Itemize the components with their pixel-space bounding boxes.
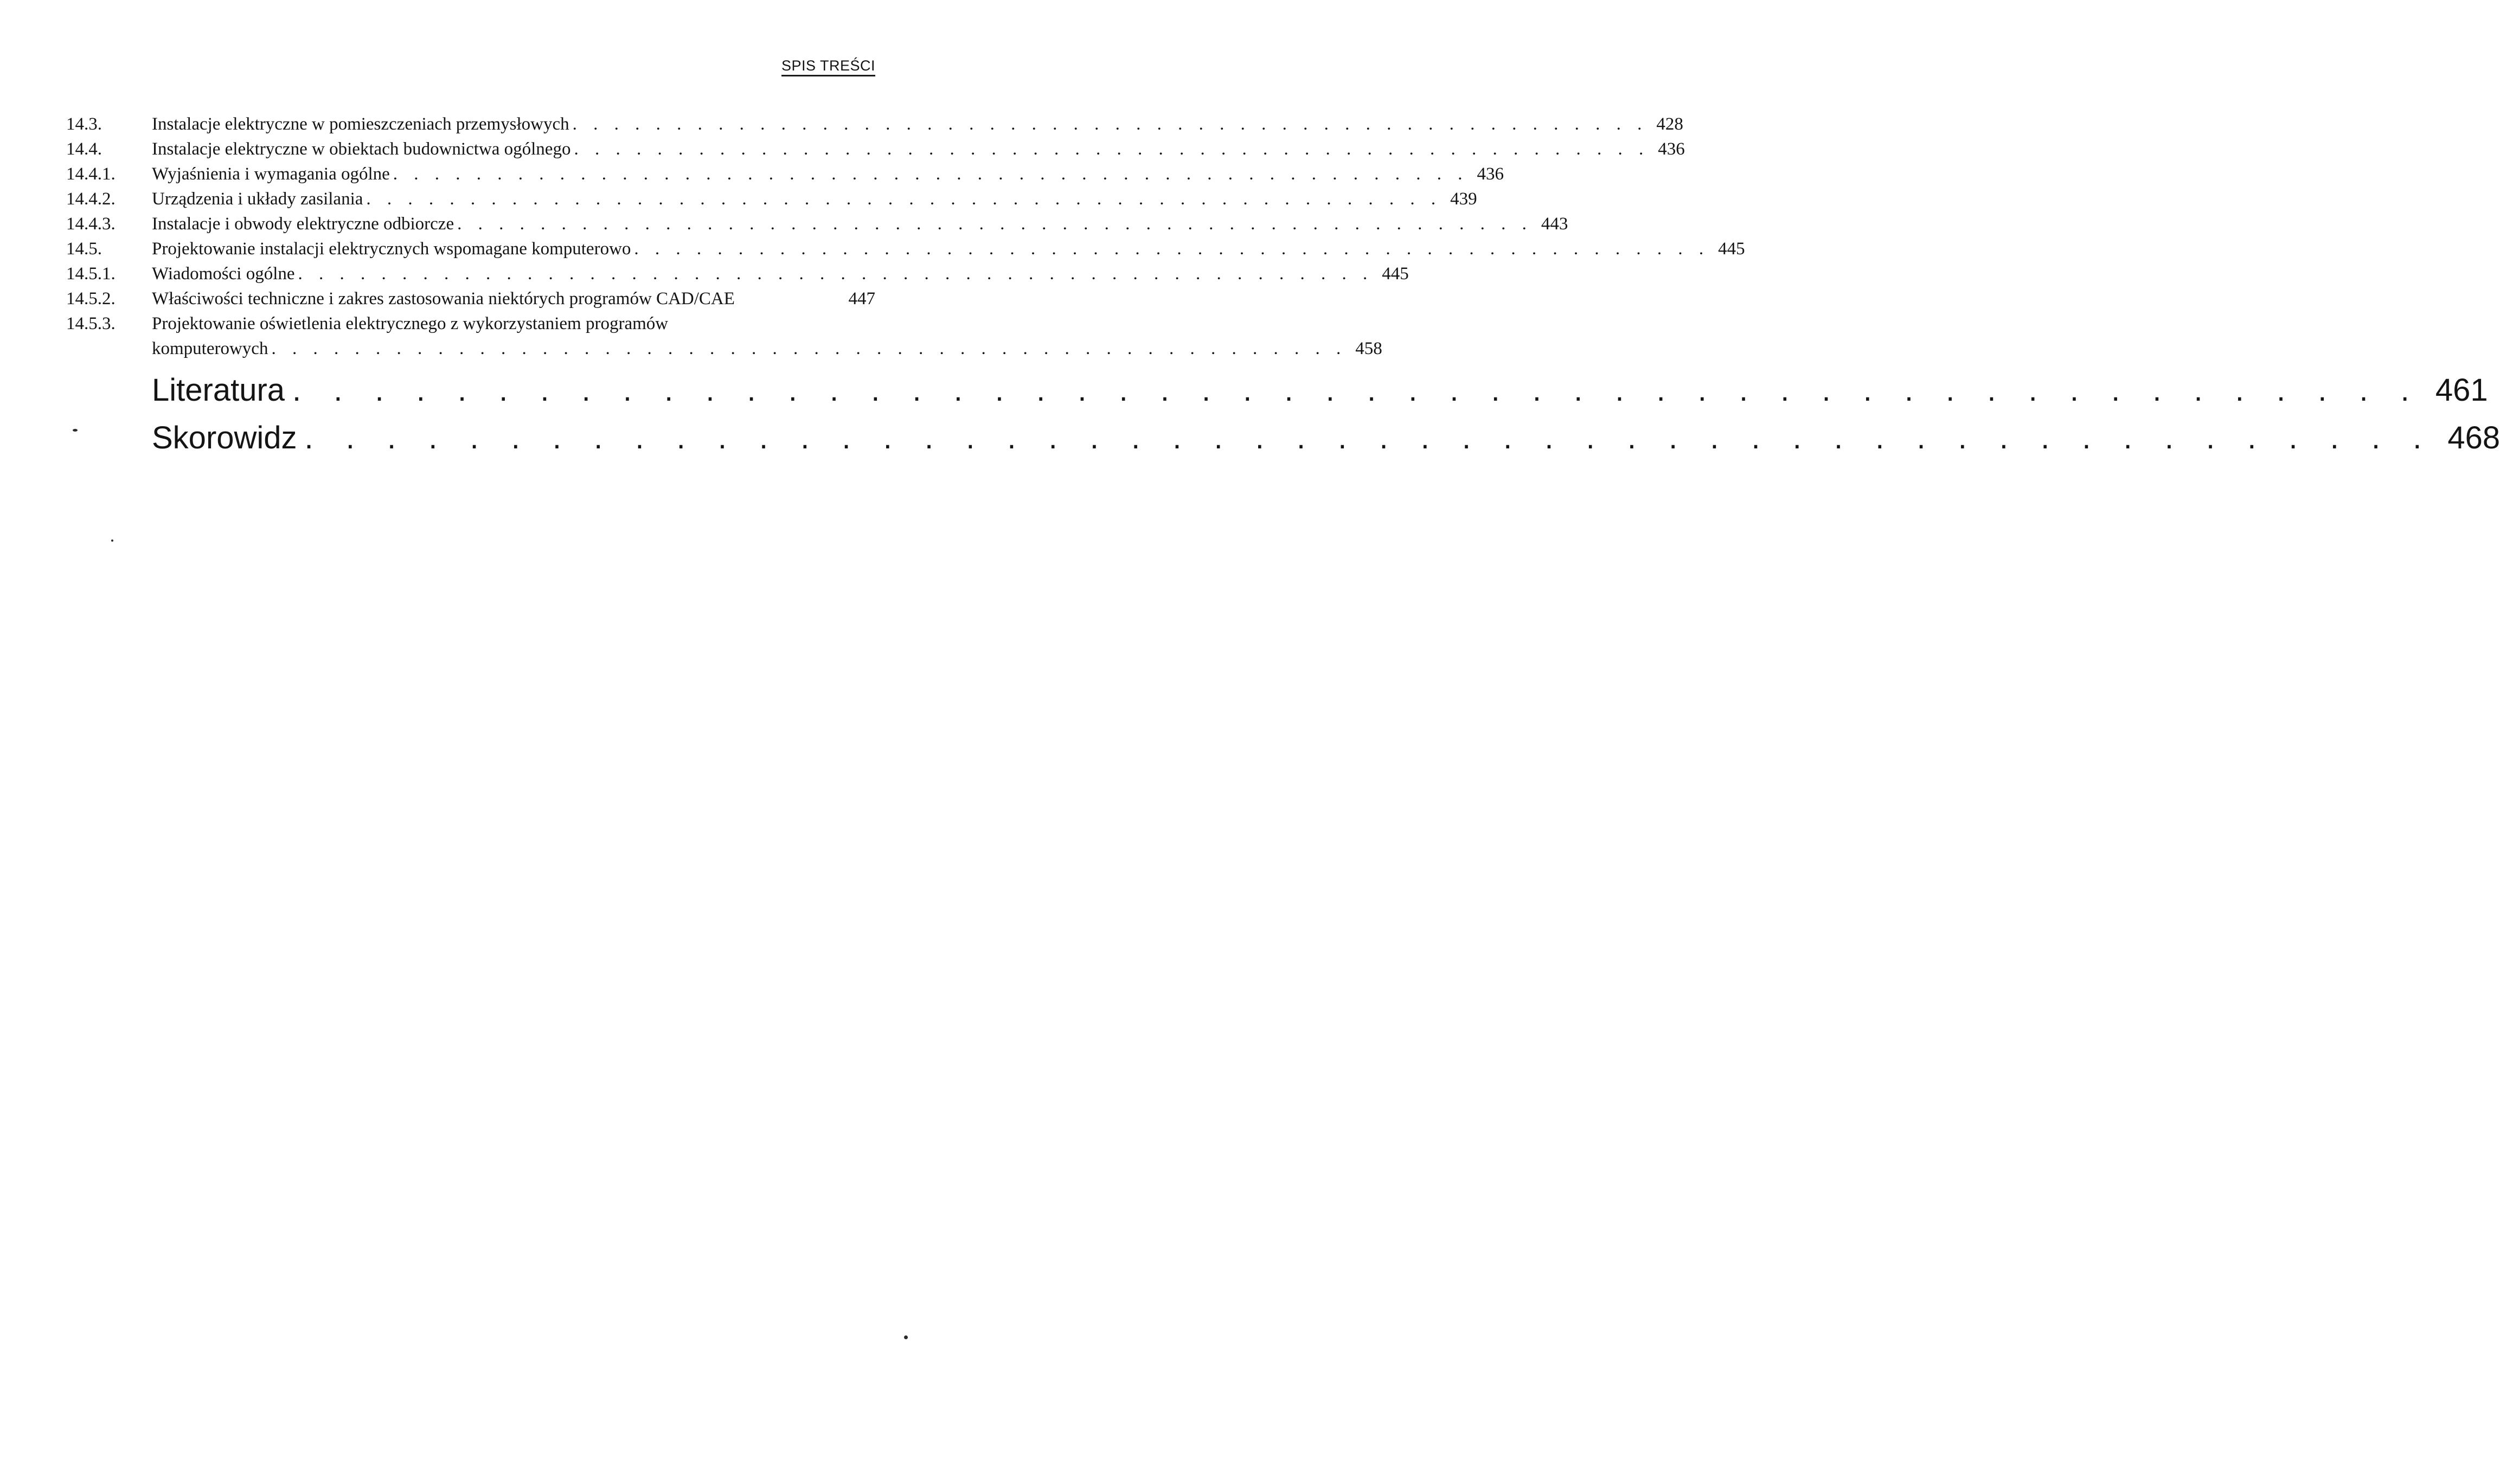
toc-entry-title: Instalacje i obwody elektryczne odbiorcze xyxy=(152,214,454,234)
dot-leader: . . . . . . . . . . . . . . . . . . . . . . . . . . . . . . . . . . . . . . . . . . . . . . . . . . . . xyxy=(271,339,1347,358)
running-header: SPIS TREŚCI xyxy=(781,59,875,76)
toc-entry-title: Właściwości techniczne i zakres zastosowania niektórych programów CAD/CAE xyxy=(152,289,735,309)
toc-entry xyxy=(66,187,1477,211)
scan-speck xyxy=(73,429,78,432)
toc-major-entry xyxy=(152,416,2500,460)
toc-entry-page: 439 xyxy=(1450,189,1477,209)
toc-entry-page: 445 xyxy=(1382,264,1409,284)
scan-speck xyxy=(904,1335,908,1339)
table-of-contents xyxy=(66,112,1745,361)
toc-entry-number: 14.4.1. xyxy=(66,164,116,184)
toc-entry xyxy=(66,311,1382,361)
toc-entry-number: 14.4.3. xyxy=(66,214,116,234)
dot-leader: . . . . . . . . . . . . . . . . . . . . . . . . . . . . . . . . . . . . . . . . . . . . . . . . . . . . xyxy=(574,139,1650,159)
toc-entry xyxy=(66,112,1683,137)
toc-entry-page: 447 xyxy=(848,289,875,309)
toc-entry-title: Projektowanie oświetlenia elektrycznego z wykorzystaniem programów xyxy=(152,314,669,333)
toc-entry xyxy=(66,236,1745,261)
toc-entry-number: 14.3. xyxy=(66,114,102,134)
toc-entry-title: Instalacje elektryczne w obiektach budownictwa ogólnego xyxy=(152,139,571,159)
toc-entry-page: 443 xyxy=(1541,214,1568,234)
dot-leader: . . . . . . . . . . . . . . . . . . . . . . . . . . . . . . . . . . . . . . . . . . . . . . . . . . . . xyxy=(366,189,1442,209)
dot-leader: . . . . . . . . . . . . . . . . . . . . . . . . . . . . . . . . . . . . . . . . . . . . . . . . . . . . xyxy=(304,420,2434,455)
toc-entry-page: 436 xyxy=(1477,164,1504,184)
toc-entry-title: Projektowanie instalacji elektrycznych wspomagane komputerowo xyxy=(152,239,631,259)
toc-entry-number: 14.4. xyxy=(66,139,102,159)
toc-entry xyxy=(66,137,1685,162)
toc-entry-page: 428 xyxy=(1656,114,1683,134)
toc-major-title: Literatura xyxy=(152,372,285,408)
dot-leader: . . . . . . . . . . . . . . . . . . . . . . . . . . . . . . . . . . . . . . . . . . . . . . . . . . . . xyxy=(634,239,1710,259)
toc-entry-page: 458 xyxy=(1355,339,1382,358)
toc-entry-number: 14.5.2. xyxy=(66,289,116,309)
toc-entry xyxy=(66,261,1409,286)
toc-entry-page: 436 xyxy=(1658,139,1685,159)
dot-leader: . . . . . . . . . . . . . . . . . . . . . . . . . . . . . . . . . . . . . . . . . . . . . . . . . . . . xyxy=(298,264,1374,284)
toc-entry-number: 14.5.1. xyxy=(66,264,116,284)
dot-leader: . . . . . . . . . . . . . . . . . . . . . . . . . . . . . . . . . . . . . . . . . . . . . . . . . . . . xyxy=(292,372,2421,408)
toc-major-page: 461 xyxy=(2435,372,2488,408)
dot-leader: . . . . . . . . . . . . . . . . . . . . . . . . . . . . . . . . . . . . . . . . . . . . . . . . . . . . xyxy=(393,164,1469,184)
toc-entry xyxy=(66,286,875,311)
toc-entry-title-continued: komputerowych xyxy=(152,339,268,358)
toc-major-page: 468 xyxy=(2447,420,2500,455)
toc-entry-title: Wiadomości ogólne xyxy=(152,264,295,284)
toc-entry-number: 14.5.3. xyxy=(66,314,116,333)
toc-entry-page: 445 xyxy=(1718,239,1745,259)
toc-major-entry xyxy=(152,369,2488,412)
toc-entry xyxy=(66,162,1504,187)
dot-leader: . . . . . . . . . . . . . . . . . . . . . . . . . . . . . . . . . . . . . . . . . . . . . . . . . . . . xyxy=(457,214,1533,234)
toc-major-title: Skorowidz xyxy=(152,420,297,455)
toc-entry-number: 14.5. xyxy=(66,239,102,259)
toc-entry-title: Wyjaśnienia i wymagania ogólne xyxy=(152,164,390,184)
toc-entry-number: 14.4.2. xyxy=(66,189,116,209)
dot-leader: . . . . . . . . . . . . . . . . . . . . . . . . . . . . . . . . . . . . . . . . . . . . . . . . . . . . xyxy=(572,114,1648,134)
toc-entry xyxy=(66,211,1568,236)
toc-entry-title: Urządzenia i układy zasilania xyxy=(152,189,363,209)
toc-entry-title: Instalacje elektryczne w pomieszczeniach przemysłowych xyxy=(152,114,569,134)
scan-speck xyxy=(111,539,113,542)
